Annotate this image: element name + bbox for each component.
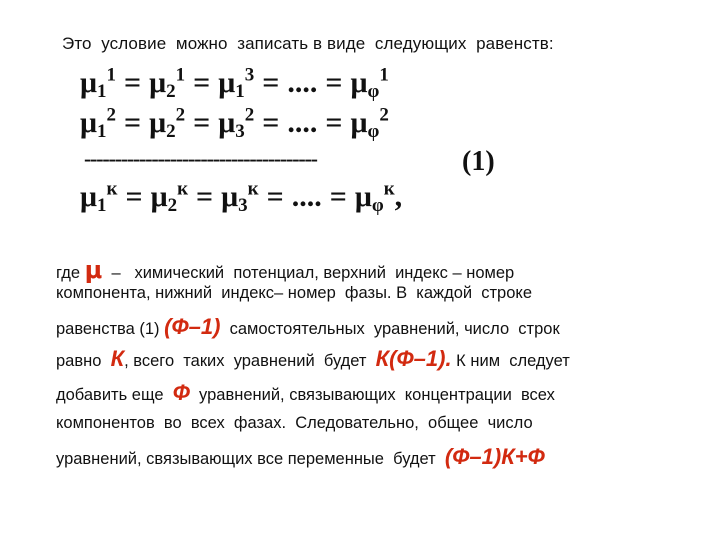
para-text: где — [56, 264, 85, 282]
term-subscript: φ — [367, 80, 380, 102]
para-text: самостоятельных уравнений, число строк — [220, 320, 560, 338]
term-base: μ — [80, 180, 98, 213]
k-symbol: К — [110, 346, 125, 371]
equation-number: (1) — [462, 146, 495, 177]
term-base: μ — [80, 106, 98, 139]
total-equations: (Ф–1)К+Ф — [444, 444, 545, 469]
equation-term — [218, 104, 255, 142]
term-superscript: к — [106, 178, 118, 200]
para-line-2: компонента, нижний индекс– номер фазы. В каждой строке — [56, 284, 532, 302]
equals-sign: = — [124, 66, 142, 99]
term-subscript: φ — [367, 120, 380, 142]
term-base: μ — [149, 66, 167, 99]
para-text: уравнений, связывающих концентрации всех — [189, 386, 555, 404]
equals-sign: = — [196, 180, 214, 213]
equation-term — [150, 178, 189, 216]
term-base: μ — [80, 66, 98, 99]
term-subscript: φ — [371, 194, 384, 216]
equation-term — [350, 64, 389, 102]
phi-symbol: Ф — [172, 380, 190, 405]
term-base: μ — [150, 180, 168, 213]
para-text: равно — [56, 352, 111, 370]
term-subscript: 1 — [97, 80, 107, 102]
equation-term — [149, 104, 186, 142]
equation-term — [287, 68, 317, 98]
para-text: уравнений, связывающих все переменные будет — [56, 450, 445, 468]
equation-term — [221, 178, 259, 216]
phi-minus-1: (Ф–1) — [164, 314, 221, 339]
equals-sign: = — [266, 180, 284, 213]
term-subscript: 3 — [235, 120, 245, 142]
equals-sign: = — [262, 106, 280, 139]
term-base: μ — [221, 180, 239, 213]
intro-text: Это условие можно записать в виде следующих равенств: — [62, 34, 554, 53]
term-base: μ — [218, 106, 236, 139]
mu-symbol: μ — [84, 256, 103, 284]
term-superscript: 1 — [175, 64, 186, 86]
term-base: μ — [354, 180, 372, 213]
equals-sign: = — [193, 106, 211, 139]
term-superscript: 2 — [106, 104, 117, 126]
equation-dashes: -------------------------------------- — [84, 146, 317, 171]
equals-sign: = — [124, 106, 142, 139]
term-subscript: 1 — [235, 80, 245, 102]
term-superscript: 2 — [379, 104, 389, 126]
para-line-6: компонентов во всех фазах. Следовательно, общее число — [56, 414, 533, 432]
term-superscript: к — [383, 178, 395, 200]
para-text: , всего таких уравнений будет — [124, 352, 376, 370]
equation-term — [80, 104, 117, 142]
term-superscript: 1 — [106, 64, 117, 86]
equation-term — [218, 64, 255, 102]
para-text: К ним следует — [451, 352, 570, 370]
term-superscript: к — [247, 178, 259, 200]
term-base: .... — [291, 180, 322, 213]
para-text: равенства (1) — [56, 320, 165, 338]
term-base: .... — [287, 66, 318, 99]
term-superscript: к — [177, 178, 189, 200]
term-subscript: 2 — [166, 80, 176, 102]
equation-term — [149, 64, 186, 102]
term-superscript: 3 — [244, 64, 255, 86]
para-line-1 — [56, 256, 514, 284]
para-text: добавить еще — [56, 386, 173, 404]
para-line-4 — [56, 346, 570, 372]
para-line-7 — [56, 444, 545, 470]
k-phi-minus-1: К(Ф–1). — [375, 346, 452, 371]
equals-sign: = — [329, 180, 347, 213]
trailing-comma: , — [394, 180, 403, 213]
term-base: μ — [350, 66, 368, 99]
term-base: μ — [350, 106, 368, 139]
equation-term — [292, 182, 322, 212]
equals-sign: = — [325, 106, 343, 139]
equals-sign: = — [193, 66, 211, 99]
para-line-3 — [56, 314, 560, 340]
term-subscript: 1 — [97, 120, 107, 142]
term-superscript: 1 — [379, 64, 389, 86]
equation-term — [80, 64, 117, 102]
equals-sign: = — [262, 66, 280, 99]
equation-row-1 — [80, 64, 389, 102]
equals-sign: = — [125, 180, 143, 213]
equation-term — [287, 108, 317, 138]
term-subscript: 1 — [97, 194, 107, 216]
term-base: .... — [287, 106, 318, 139]
para-text: – химический потенциал, верхний индекс – номер — [102, 264, 515, 282]
equals-sign: = — [325, 66, 343, 99]
term-base: μ — [218, 66, 236, 99]
equation-row-k — [80, 178, 403, 216]
term-subscript: 3 — [238, 194, 248, 216]
term-subscript: 2 — [166, 120, 176, 142]
equation-term — [350, 104, 389, 142]
equation-term — [354, 178, 395, 216]
term-superscript: 2 — [175, 104, 186, 126]
para-line-5 — [56, 380, 555, 406]
term-superscript: 2 — [244, 104, 255, 126]
term-base: μ — [149, 106, 167, 139]
equation-row-2 — [80, 104, 389, 142]
term-subscript: 2 — [167, 194, 178, 216]
equation-term — [80, 178, 118, 216]
